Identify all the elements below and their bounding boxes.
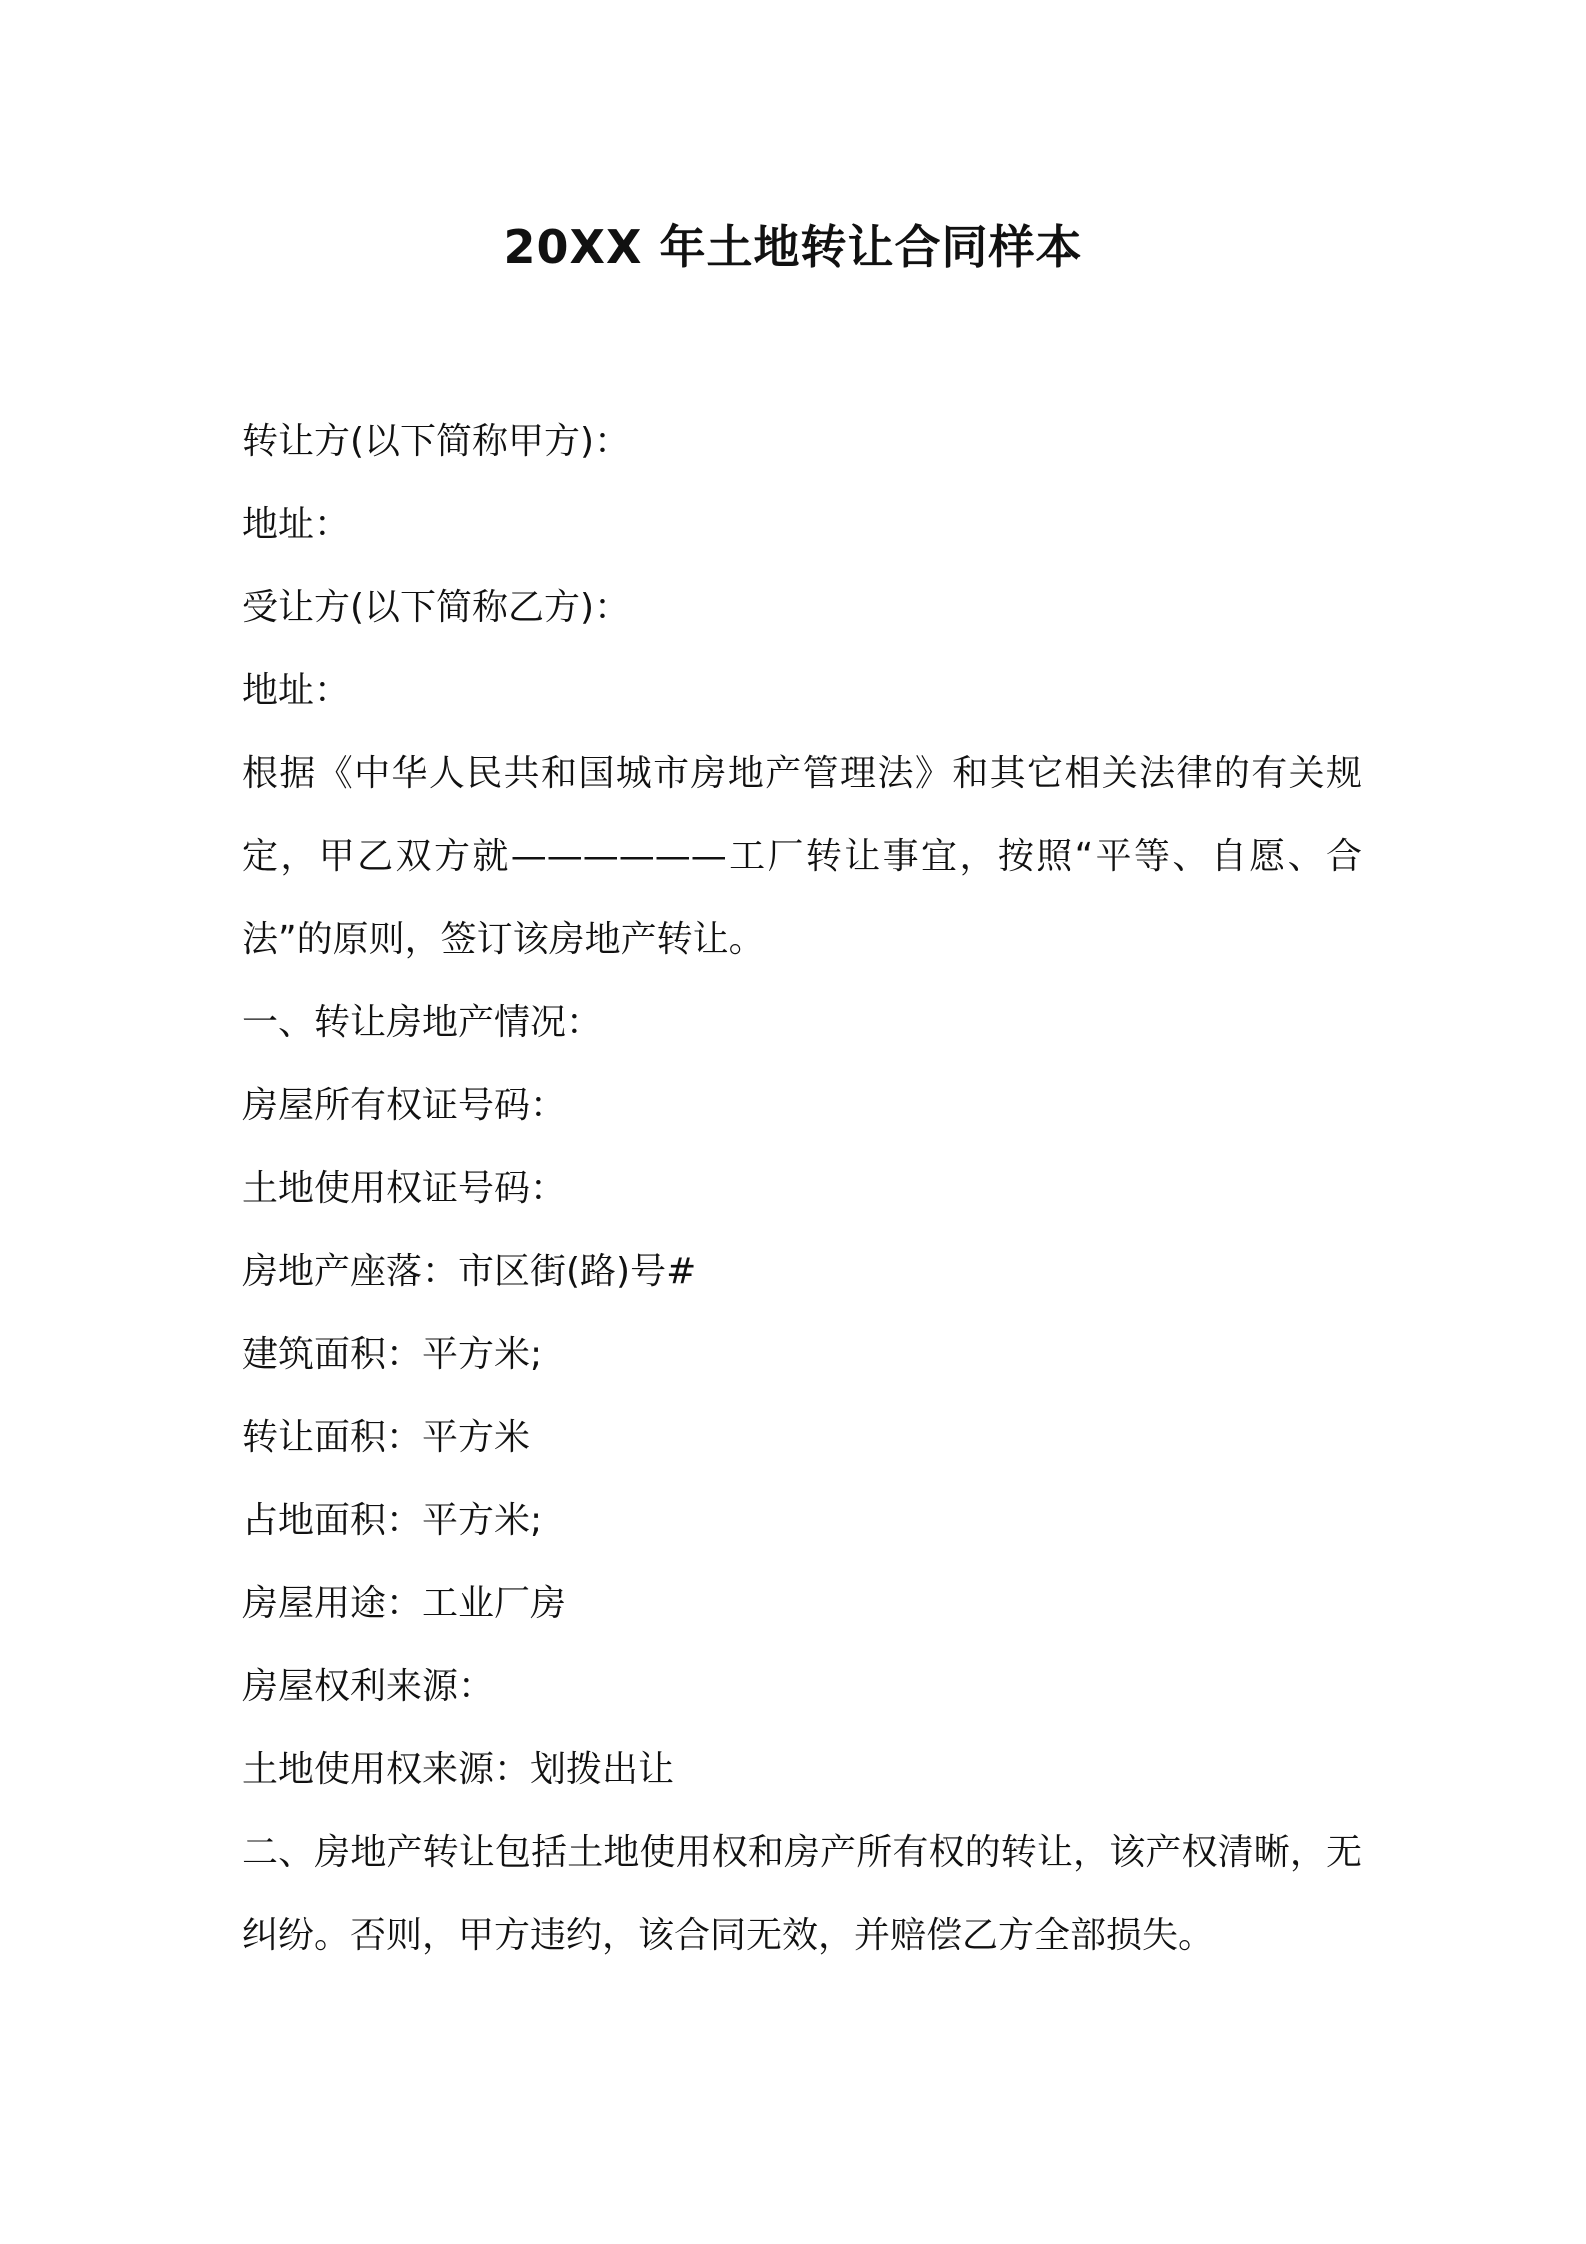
house-rights-source: 房屋权利来源： [242,1666,495,1707]
land-rights-source: 土地使用权来源：划拨出让 [242,1749,675,1790]
transfer-area: 转让面积：平方米 [242,1417,531,1458]
transferor-label: 转让方(以下简称甲方)： [242,421,631,462]
house-usage: 房屋用途：工业厂房 [242,1583,567,1624]
land-certificate-number: 土地使用权证号码： [242,1168,567,1209]
section-one-heading: 一、转让房地产情况： [242,1002,603,1043]
building-area: 建筑面积：平方米; [242,1334,543,1375]
preamble-paragraph: 根据《中华人民共和国城市房地产管理法》和其它相关法律的有关规定，甲乙双方就——————工厂转让事宜，按照“平等、自愿、合法”的原则，签订该房地产转让。 [242,753,1362,960]
section-two-paragraph: 二、房地产转让包括土地使用权和房产所有权的转让，该产权清晰，无纠纷。否则，甲方违约，该合同无效，并赔偿乙方全部损失。 [242,1832,1362,1956]
land-area: 占地面积：平方米; [242,1500,543,1541]
property-location: 房地产座落：市区街(路)号# [242,1251,697,1292]
document-title: 20XX 年土地转让合同样本 [503,220,1083,274]
document-body [242,400,1362,1977]
house-certificate-number: 房屋所有权证号码： [242,1085,567,1126]
transferee-address-label: 地址： [242,670,351,711]
transferee-label: 受让方(以下简称乙方)： [242,587,631,628]
transferor-address-label: 地址： [242,504,351,545]
